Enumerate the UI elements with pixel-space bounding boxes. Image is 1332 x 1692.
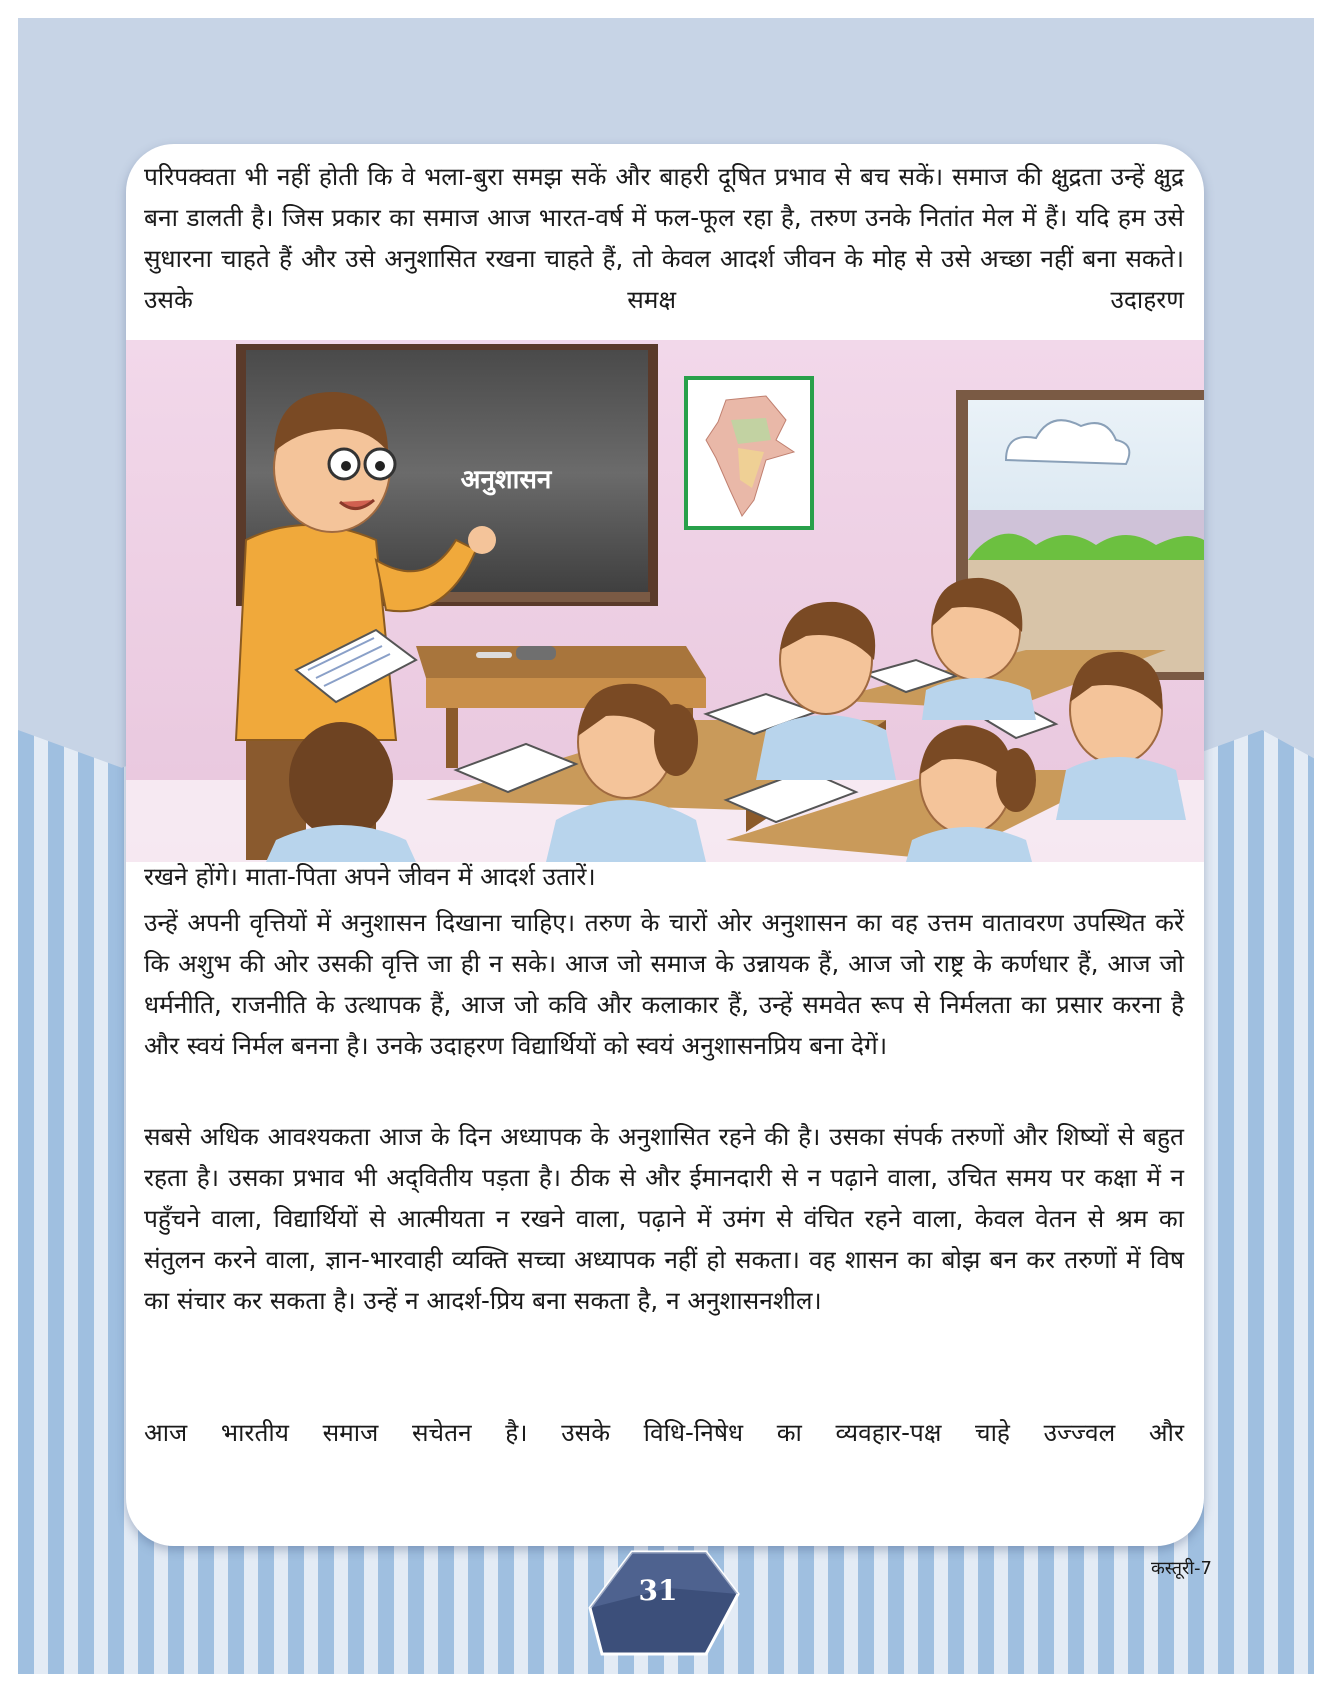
content-card xyxy=(126,144,1204,1546)
paragraph-2: रखने होंगे। माता-पिता अपने जीवन में आदर्श उतारें। xyxy=(144,862,596,891)
page-number-badge xyxy=(588,1548,744,1658)
paragraph-3: उन्हें अपनी वृत्तियों में अनुशासन दिखाना चाहिए। तरुण के चारों ओर अनुशासन का वह उत्तम वातावरण उपस्थित करें कि अशुभ की ओर उसकी वृत्ति जा ही न सके। आज जो समाज के उन्नायक हैं, आज जो राष्ट्र के कर्णधार हैं, आज जो धर्मनीति, राजनीति के उत्थापक हैं, आज जो कवि और कलाकार हैं, उन्हें समवेत रूप से निर्मलता का प्रसार करना है और स्वयं निर्मल बनना है। उनके उदाहरण विद्यार्थियों को स्वयं अनुशासनप्रिय बना देगें। xyxy=(144,908,1184,1060)
classroom-illustration xyxy=(126,340,1204,862)
blackboard-text: अनुशासन xyxy=(460,465,552,495)
paragraph-5: आज भारतीय समाज सचेतन है। उसके विधि-निषेध का व्यवहार-पक्ष चाहे उज्ज्वल और xyxy=(144,1418,1184,1447)
paragraph-1: परिपक्वता भी नहीं होती कि वे भला-बुरा समझ सकें और बाहरी दूषित प्रभाव से बच सकें। समाज की क्षुद्रता उन्हें क्षुद्र बना डालती है। जिस प्रकार का समाज आज भारत-वर्ष में फल-फूल रहा है, तरुण उनके नितांत मेल में हैं। यदि हम उसे सुधारना चाहते हैं और उसे अनुशासित रखना चाहते हैं, तो केवल आदर्श जीवन के मोह से उसे अच्छा नहीं बना सकते। उसके समक्ष उदाहरण xyxy=(144,162,1184,314)
book-label: कस्तूरी-7 xyxy=(1150,1558,1212,1579)
page-number: 31 xyxy=(638,1574,678,1607)
paragraph-4: सबसे अधिक आवश्यकता आज के दिन अध्यापक के अनुशासित रहने की है। उसका संपर्क तरुणों और शिष्यों से बहुत रहता है। उसका प्रभाव भी अद्‌वितीय पड़ता है। ठीक से और ईमानदारी से न पढ़ाने वाला, उचित समय पर कक्षा में न पहुँचने वाला, विद्यार्थियों से आत्मीयता न रखने वाला, पढ़ाने में उमंग से वंचित रहने वाला, केवल वेतन से श्रम का संतुलन करने वाला, ज्ञान-भारवाही व्यक्ति सच्चा अध्यापक नहीं हो सकता। वह शासन का बोझ बन कर तरुणों में विष का संचार कर सकता है। उन्हें न आदर्श-प्रिय बना सकता है, न अनुशासनशील। xyxy=(144,1122,1184,1315)
india-map xyxy=(686,378,812,528)
